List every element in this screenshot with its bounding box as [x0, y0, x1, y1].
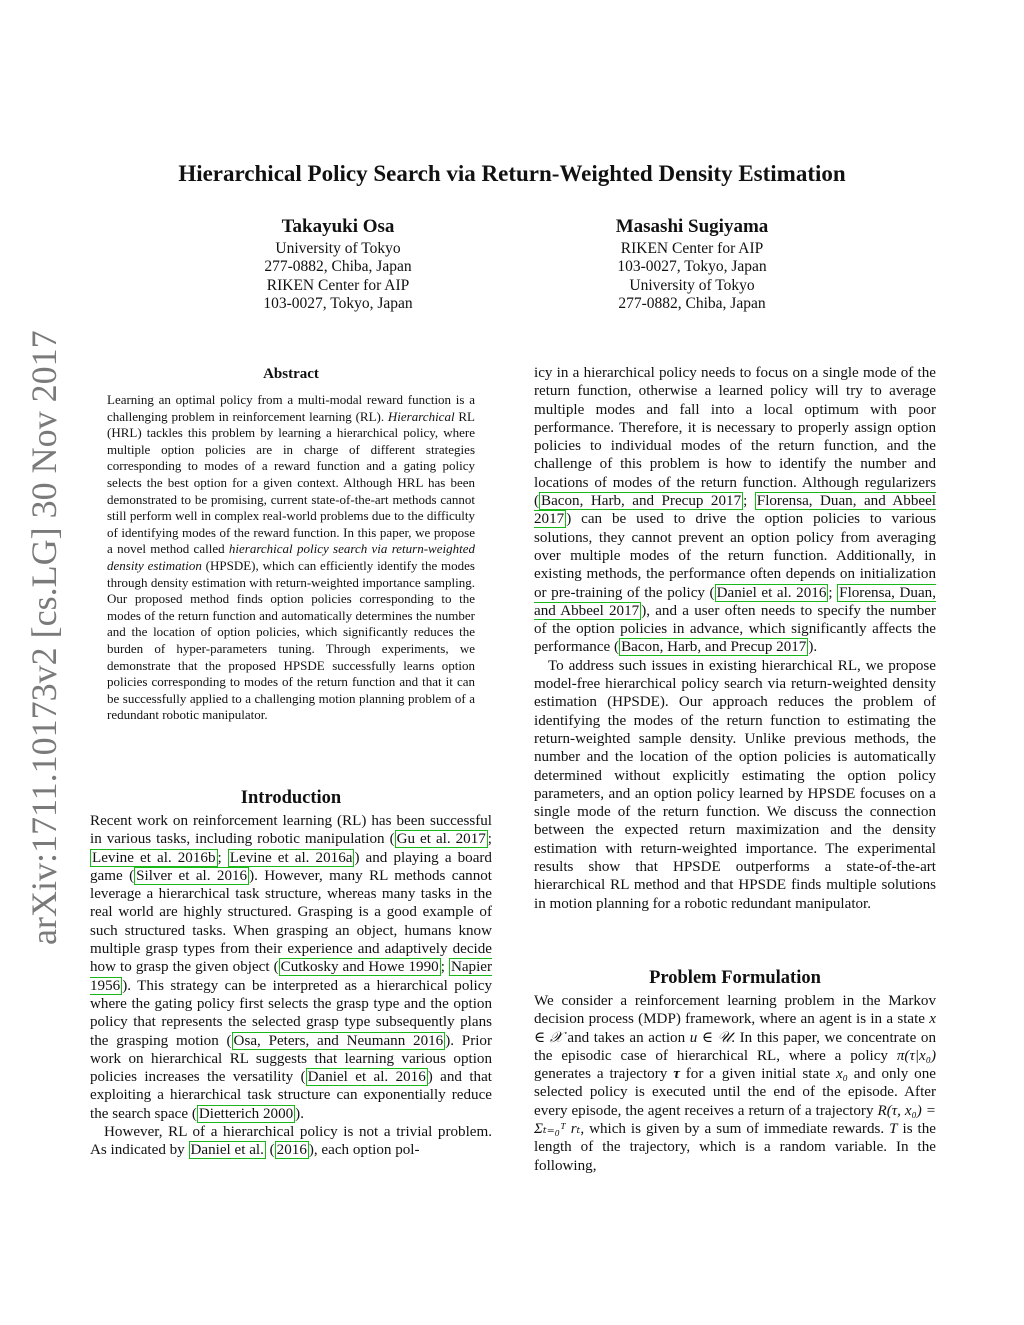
citation-link[interactable]: Cutkosky and Howe 1990	[280, 959, 439, 976]
text: ).	[808, 639, 818, 656]
text: ;	[487, 831, 492, 848]
abstract-emphasis: hierarchical policy search via return-weighted density estimation	[107, 541, 475, 573]
abstract-text: RL (HRL) tackles this problem by learning a hierarchical policy, where multiple option policies are in charge of different strategies corresponding to modes of a reward function and a gating policy selects the best option for a given context. Although HRL has been demonstrated to be promising, current state-of-the-art methods cannot still perform well in complex real-world problems due to the difficulty of identifying modes of the reward function. In this paper, we propose a novel method called	[107, 408, 475, 557]
citation-link[interactable]: Daniel et al. 2016	[307, 1069, 426, 1086]
citation-link[interactable]: Levine et al. 2016b	[92, 849, 216, 866]
math-inline: τ	[673, 1066, 680, 1083]
citation-link[interactable]: 2016	[276, 1142, 307, 1159]
text: . In this paper, we concentrate on the episodic case of hierarchical RL, where a policy	[534, 1029, 936, 1064]
author-name: Takayuki Osa	[281, 216, 395, 237]
text: ) can be used to drive the option policies to various solutions, they cannot prevent an option policy from averaging over multiple modes of the return function. Additionally, in existing methods, the performance often depends on initialization or pre-training of the policy (	[534, 511, 936, 601]
problem-formulation-body	[534, 992, 936, 1175]
problem-formulation-heading: Problem Formulation	[649, 968, 821, 988]
abstract-body	[107, 392, 475, 724]
text: ;	[217, 849, 228, 866]
text: ) and that exploiting a hierarchical task structure can exponentially reduce the search space (	[90, 1069, 492, 1122]
math-inline: T	[889, 1121, 898, 1138]
citation-link[interactable]: Dietterich 2000	[198, 1105, 294, 1122]
text: icy in a hierarchical policy needs to focus on a single mode of the return function, otherwise a learned policy will try to average multiple modes and fall into a local optimum with poor performance. Therefore, it is necessary to properly assign option policies to individual modes of the return function, and the challenge of this problem is how to identify the number and locations of modes of the return function. Although regularizers (	[534, 365, 936, 510]
text: is the length of the trajectory, which is a random variable. In the following,	[534, 1121, 936, 1174]
author-affiliation-line: 103-0027, Tokyo, Japan	[263, 294, 413, 312]
arxiv-stamp: arXiv:1711.10173v2 [cs.LG] 30 Nov 2017	[24, 330, 64, 945]
text: ;	[828, 584, 838, 601]
right-column-body	[534, 364, 936, 913]
text: and only one selected policy is executed until the end of the episode. After every episode, the agent receives a return of a trajectory	[534, 1066, 936, 1119]
citation-link[interactable]: Gu et al. 2017	[396, 831, 486, 848]
author-block-1	[188, 214, 488, 313]
citation-link[interactable]: Daniel et al. 2016	[716, 584, 827, 601]
math-inline: x ∈ 𝒳	[534, 1011, 936, 1046]
text: ), each option pol-	[308, 1142, 420, 1159]
text: ).	[295, 1105, 304, 1122]
math-inline: x₀	[835, 1066, 848, 1083]
abstract-emphasis: Hierarchical	[387, 408, 455, 424]
citation-link[interactable]: Silver et al. 2016	[136, 867, 248, 884]
citation-link[interactable]: Levine et al. 2016a	[229, 849, 353, 866]
text: for a given initial state	[679, 1066, 836, 1083]
text: Recent work on reinforcement learning (RL) has been successful in various tasks, including robotic manipulation (	[90, 813, 492, 848]
paragraph: To address such issues in existing hierarchical RL, we propose model-free hierarchical policy search via return-weighted density estimation (HPSDE). Our approach reduces the problem of identifying the modes of the return function to estimating the return-weighted sample density. Unlike previous methods, the number and the location of the option policies is automatically determined without explicitly estimating the option policy parameters, and an option policy learned by HPSDE focuses on a single mode of the return function. We discuss the connection between the expected return maximization and the density estimation with return-weighted importance. The experimental results show that HPSDE outperforms a state-of-the-art hierarchical RL method and that HPSDE finds multiple solutions in motion planning for a robotic redundant manipulator.	[534, 657, 936, 912]
author-affiliation-line: RIKEN Center for AIP	[266, 276, 410, 294]
paragraph	[90, 1123, 492, 1160]
text: ;	[440, 959, 449, 976]
citation-link[interactable]: Daniel et al.	[190, 1142, 264, 1159]
author-affiliation-line: University of Tokyo	[275, 240, 401, 257]
text: , which is given by a sum of immediate rewards.	[580, 1121, 890, 1138]
abstract-text: Learning an optimal policy from a multi-modal reward function is a challenging problem in reinforcement learning (RL).	[107, 392, 475, 424]
math-inline: R(τ, x₀) = Σₜ₌₀ᵀ rₜ	[534, 1102, 936, 1138]
citation-link[interactable]: Florensa, Duan, and Abbeel 2017	[534, 493, 936, 528]
paragraph	[534, 364, 936, 657]
citation-link[interactable]: Bacon, Harb, and Precup 2017	[541, 493, 742, 510]
citation-link[interactable]: Osa, Peters, and Neumann 2016	[233, 1032, 444, 1049]
citation-link[interactable]: Napier 1956	[90, 959, 493, 994]
text: ). Prior work on hierarchical RL suggests that learning various option policies increases the versatility (	[90, 1032, 492, 1086]
text: ). This strategy can be interpreted as a hierarchical policy where the gating policy first selects the grasp type and the option policy that represents the selected grasp type subsequently plans the grasping motion (	[90, 977, 492, 1049]
text: ). However, many RL methods cannot leverage a hierarchical task structure, whereas many tasks in the real world are highly structured. Grasping is a good example of such structured tasks. When grasping an object, humans know multiple grasp types from their experience and adaptively decide how to grasp the given object (	[90, 867, 492, 976]
citation-link[interactable]: Florensa, Duan, and Abbeel 2017	[534, 584, 936, 619]
text: and takes an action	[562, 1029, 690, 1046]
author-name: Masashi Sugiyama	[615, 216, 769, 237]
author-affiliation-line: 277-0882, Chiba, Japan	[618, 294, 766, 312]
paragraph	[90, 812, 492, 1123]
author-affiliation-line: University of Tokyo	[629, 276, 755, 294]
paper-title: Hierarchical Policy Search via Return-Weighted Density Estimation	[178, 161, 846, 186]
abstract-heading: Abstract	[263, 366, 319, 382]
author-affiliation-line: 277-0882, Chiba, Japan	[264, 258, 412, 276]
text: (	[265, 1142, 275, 1159]
introduction-body	[90, 812, 492, 1160]
text: ) and playing a board game (	[90, 849, 492, 884]
math-inline: π(τ|x₀)	[896, 1047, 936, 1064]
text: ;	[743, 493, 755, 510]
author-affiliation-line: 103-0027, Tokyo, Japan	[617, 258, 767, 276]
text: ), and a user often needs to specify the number of the option policies in advance, which significantly affects the performance (	[534, 602, 936, 656]
author-affiliation-line: RIKEN Center for AIP	[620, 240, 764, 257]
introduction-heading: Introduction	[240, 788, 342, 808]
citation-link[interactable]: Bacon, Harb, and Precup 2017	[621, 639, 807, 656]
paragraph	[534, 992, 936, 1175]
text: We consider a reinforcement learning problem in the Markov decision process (MDP) framework, where an agent is in a state	[534, 993, 936, 1028]
text: However, RL of a hierarchical policy is not a trivial problem. As indicated by	[90, 1124, 492, 1159]
math-inline: u ∈ 𝒰	[689, 1029, 732, 1046]
text: generates a trajectory	[534, 1066, 674, 1083]
author-block-2	[542, 214, 842, 313]
abstract-text: (HPSDE), which can efficiently identify the modes through density estimation with return-weighted importance sampling. Our proposed method finds option policies corresponding to the modes of the return function and automatically determines the number and the location of option policies, which significantly reduces the burden of hyper-parameters tuning. Through experiments, we demonstrate that the proposed HPSDE successfully learns option policies corresponding to modes of the return function and that it can be successfully applied to a challenging motion planning problem of a redundant robotic manipulator.	[107, 557, 475, 723]
